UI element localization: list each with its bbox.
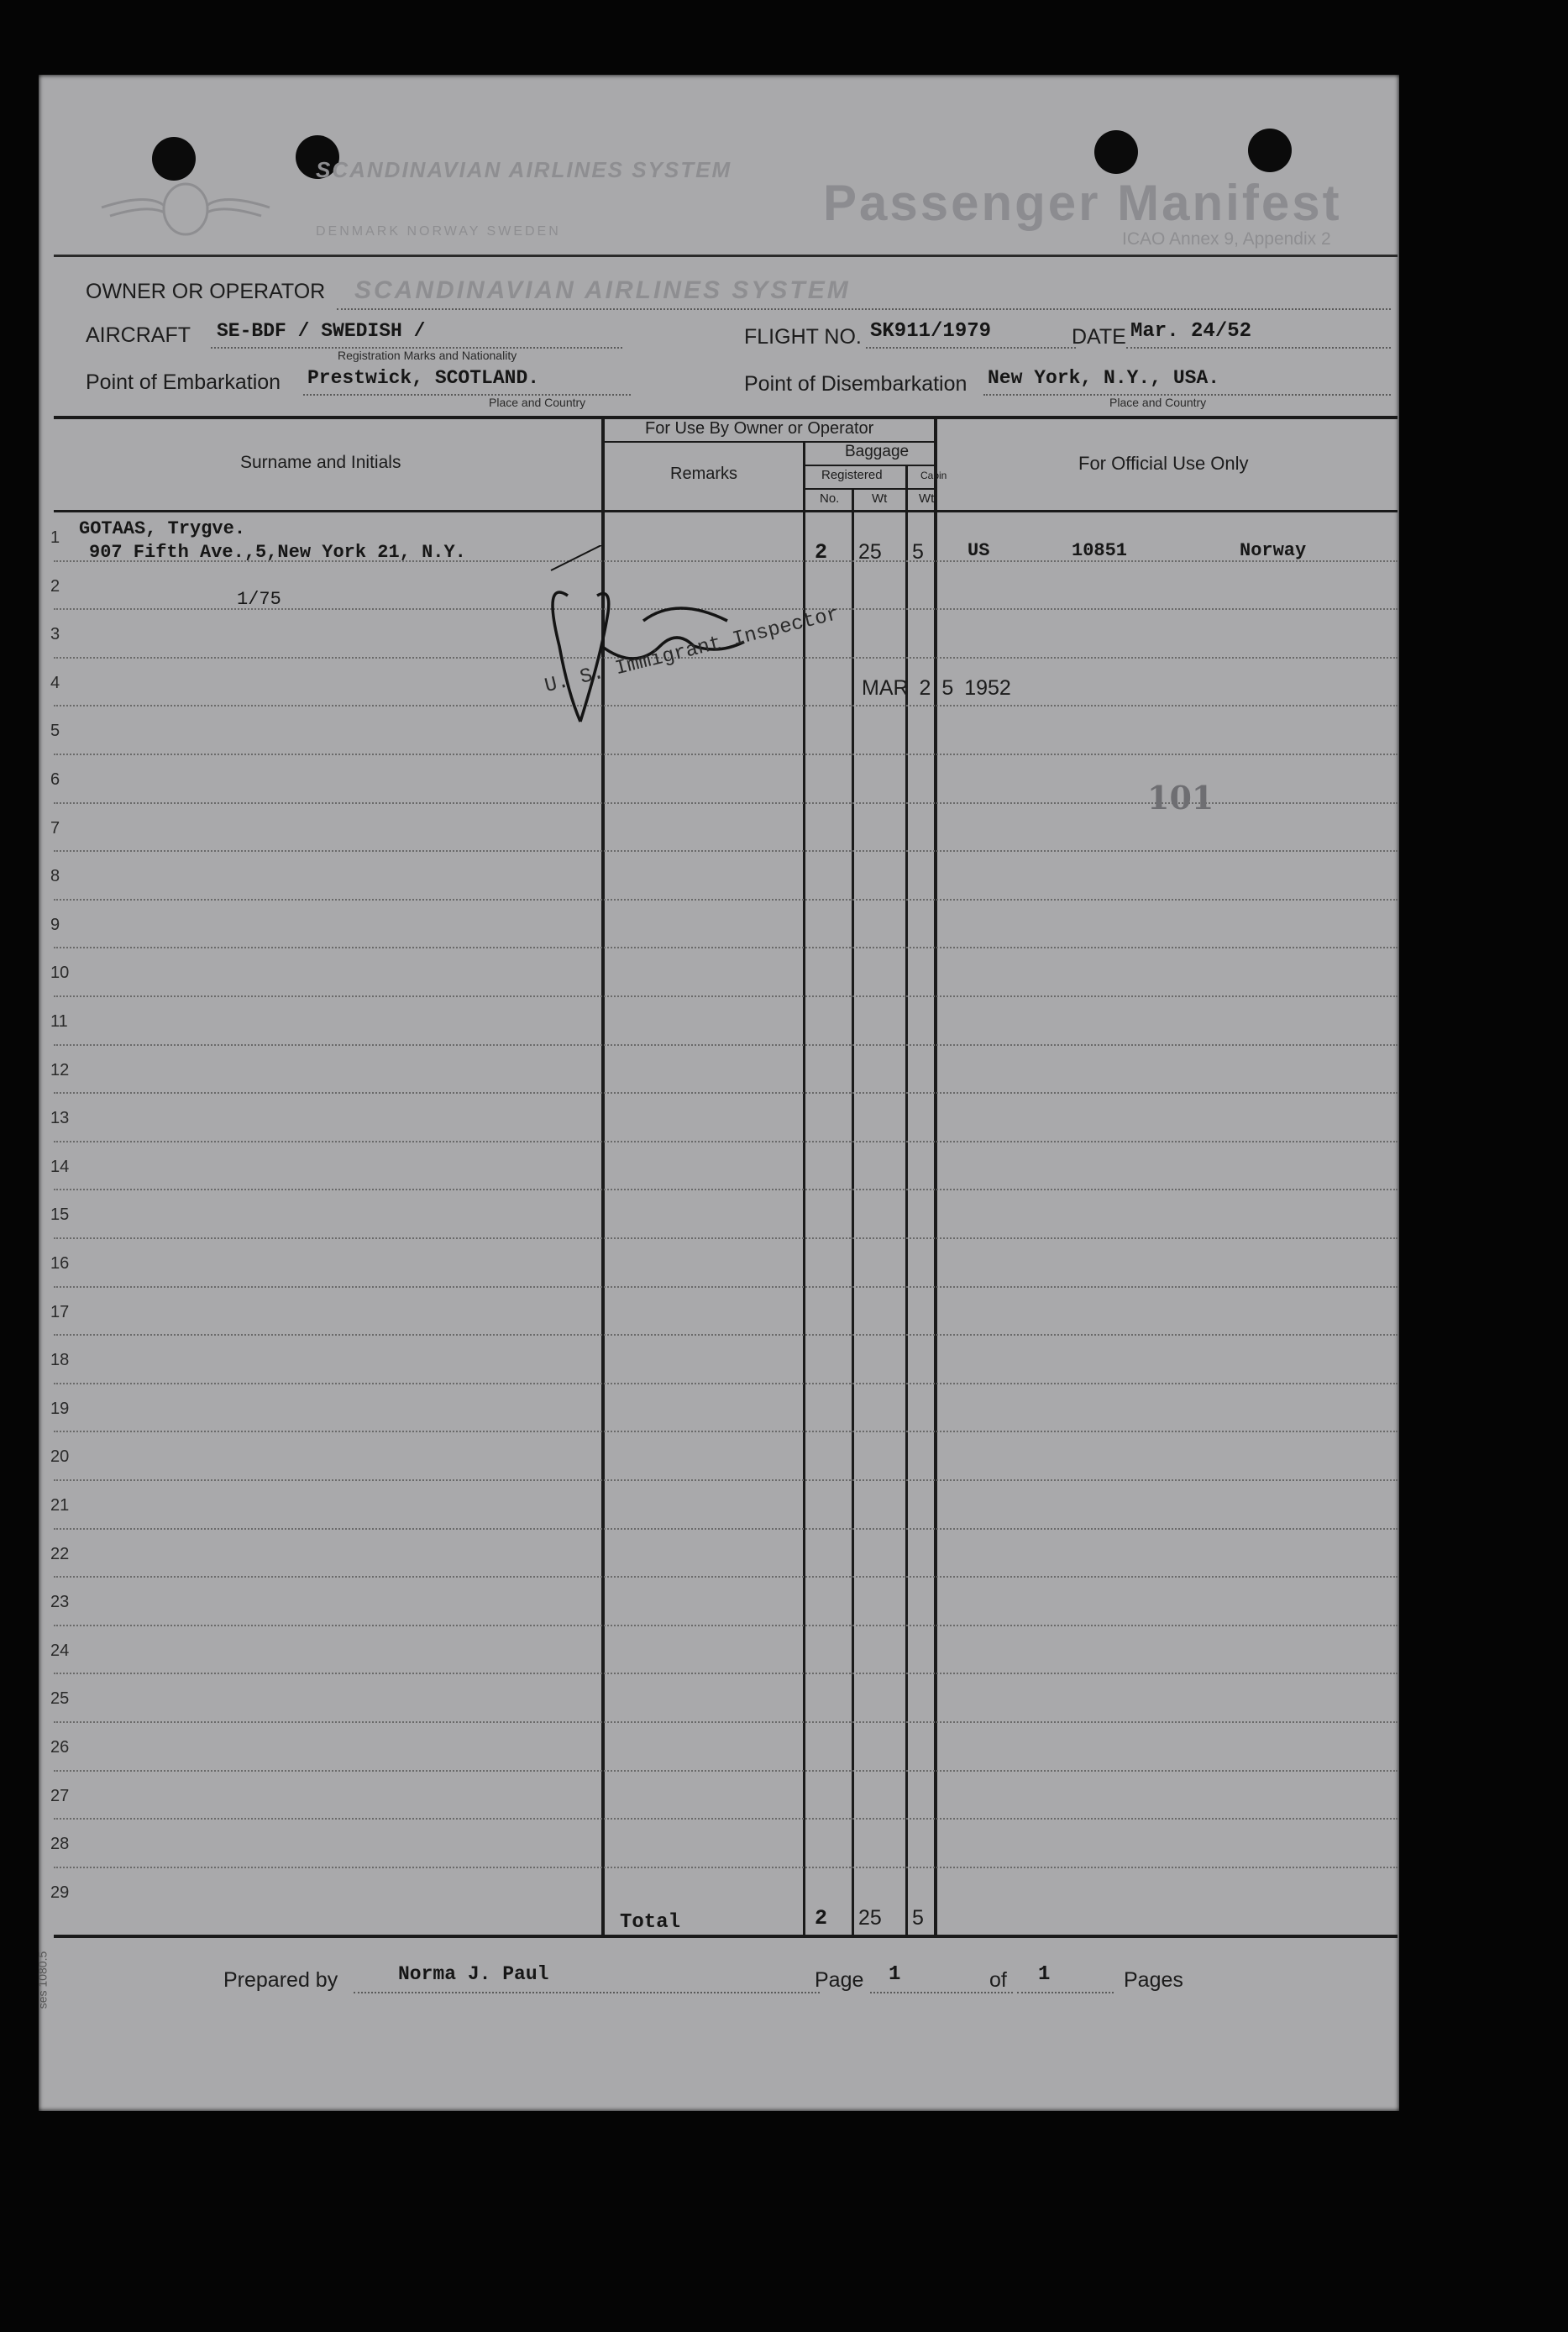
row-number: 27 [50,1786,70,1805]
embarkation-label: Point of Embarkation [86,370,281,394]
row-line [54,1528,1398,1530]
row-number: 17 [50,1302,70,1321]
punch-hole [1248,129,1292,172]
col-bag-wt-header: Wt [872,491,888,506]
pages-label: Pages [1124,1968,1183,1992]
row-line [54,1189,1398,1190]
total-bag-wt: 25 [858,1906,882,1930]
owner-label: OWNER OR OPERATOR [86,280,326,303]
col-remarks-header: Remarks [670,465,738,483]
page-label: Page [815,1968,864,1992]
col-cabin-wt-header: Wt [919,491,935,506]
total-bag-no: 2 [815,1906,828,1930]
passenger-name: GOTAAS, Trygve. [79,518,246,539]
row-number: 15 [50,1205,70,1225]
disembarkation-caption: Place and Country [1109,396,1207,409]
row-line [54,947,1398,948]
citizenship-value: US [968,540,990,561]
row-line [54,1479,1398,1481]
row-line [54,1625,1398,1626]
row-line [54,1770,1398,1772]
row-number: 19 [50,1399,70,1418]
col-baggage-header: Baggage [845,443,910,460]
country-value: Norway [1240,540,1307,561]
row-line [54,1576,1398,1578]
stamp-date: MAR 2 5 1952 [862,676,1011,700]
of-label: of [989,1968,1007,1992]
row-line [54,1044,1398,1046]
row-line [54,1818,1398,1820]
row-line [54,1286,1398,1288]
manifest-sheet [35,75,1399,2111]
aircraft-label: AIRCRAFT [86,323,191,347]
col-bag-no-header: No. [820,491,840,506]
aircraft-value: SE-BDF / SWEDISH / [217,320,426,342]
prepared-value: Norma J. Paul [398,1963,549,1985]
row-number: 20 [50,1447,70,1467]
row-number: 3 [50,625,60,644]
row-line [54,1721,1398,1723]
row-number: 9 [50,915,60,934]
col-cabin-header: Cabin [920,470,947,481]
punch-hole [152,137,196,181]
row-line [54,1383,1398,1384]
row-number: 16 [50,1254,70,1273]
disembarkation-label: Point of Disembarkation [744,372,968,396]
cabin-wt-value: 5 [912,540,924,564]
row-number: 26 [50,1738,70,1757]
row-line [54,850,1398,852]
row-number: 5 [50,722,60,741]
disembarkation-value: New York, N.Y., USA. [988,367,1220,389]
airline-logo-icon [97,176,274,243]
flight-no-value: SK911/1979 [870,320,992,343]
date-value: Mar. 24/52 [1130,320,1252,343]
row-number: 6 [50,770,60,789]
row-number: 4 [50,673,60,692]
airline-logo-text: SCANDINAVIAN AIRLINES SYSTEM [316,157,732,182]
row-line [54,1867,1398,1868]
row-number: 12 [50,1060,70,1079]
row-number: 10 [50,964,70,983]
row-number: 24 [50,1641,70,1660]
bag-no-value: 2 [815,540,828,565]
row-line [54,899,1398,901]
row-line [54,1431,1398,1432]
row-line [54,995,1398,997]
row-number: 14 [50,1157,70,1176]
date-label: DATE [1072,325,1126,349]
row-number: 1 [50,528,60,547]
col-surname-header: Surname and Initials [240,453,401,472]
punch-hole [1094,130,1138,174]
row-number: 8 [50,867,60,886]
page-value: 1 [889,1963,901,1986]
row-number: 23 [50,1593,70,1612]
row2-note: 1/75 [237,589,281,610]
form-title: Passenger Manifest [823,175,1342,231]
row-number: 18 [50,1351,70,1370]
passenger-address: 907 Fifth Ave.,5,New York 21, N.Y. [89,542,466,563]
flight-no-label: FLIGHT NO. [744,325,862,349]
airline-logo-subtext: DENMARK NORWAY SWEDEN [316,224,561,239]
col-registered-header: Registered [821,468,883,482]
row-line [54,1237,1398,1239]
form-reference: ICAO Annex 9, Appendix 2 [1122,229,1331,249]
total-cabin-wt: 5 [912,1906,924,1930]
row-line [54,1092,1398,1094]
of-value: 1 [1038,1963,1051,1986]
col-divider [934,418,937,1936]
side-code: ses 1080.5 [35,1951,50,2009]
inspector-stamp: U. S. Immigrant Inspector [543,602,842,699]
row-line [54,754,1398,755]
row-number: 7 [50,818,60,838]
row-number: 11 [50,1012,68,1031]
prepared-label: Prepared by [223,1968,338,1992]
row-number: 29 [50,1883,70,1902]
row-number: 28 [50,1835,70,1854]
row-number: 25 [50,1689,70,1709]
col-official-header: For Official Use Only [1078,453,1249,474]
row-number: 21 [50,1496,70,1515]
row-number: 22 [50,1544,70,1563]
row-line [54,1334,1398,1336]
row-number: 2 [50,576,60,596]
total-label: Total [620,1911,681,1934]
owner-value: SCANDINAVIAN AIRLINES SYSTEM [354,276,851,304]
row-line [54,1141,1398,1142]
embarkation-caption: Place and Country [489,396,586,409]
official-number-value: 10851 [1072,540,1128,561]
col-owner-use-header: For Use By Owner or Operator [645,419,874,438]
embarkation-value: Prestwick, SCOTLAND. [307,367,540,389]
aircraft-caption: Registration Marks and Nationality [338,349,517,362]
row-number: 13 [50,1109,70,1128]
official-stamp-number: 101 [1147,779,1214,817]
row-line [54,1673,1398,1674]
bag-wt-value: 25 [858,540,882,564]
